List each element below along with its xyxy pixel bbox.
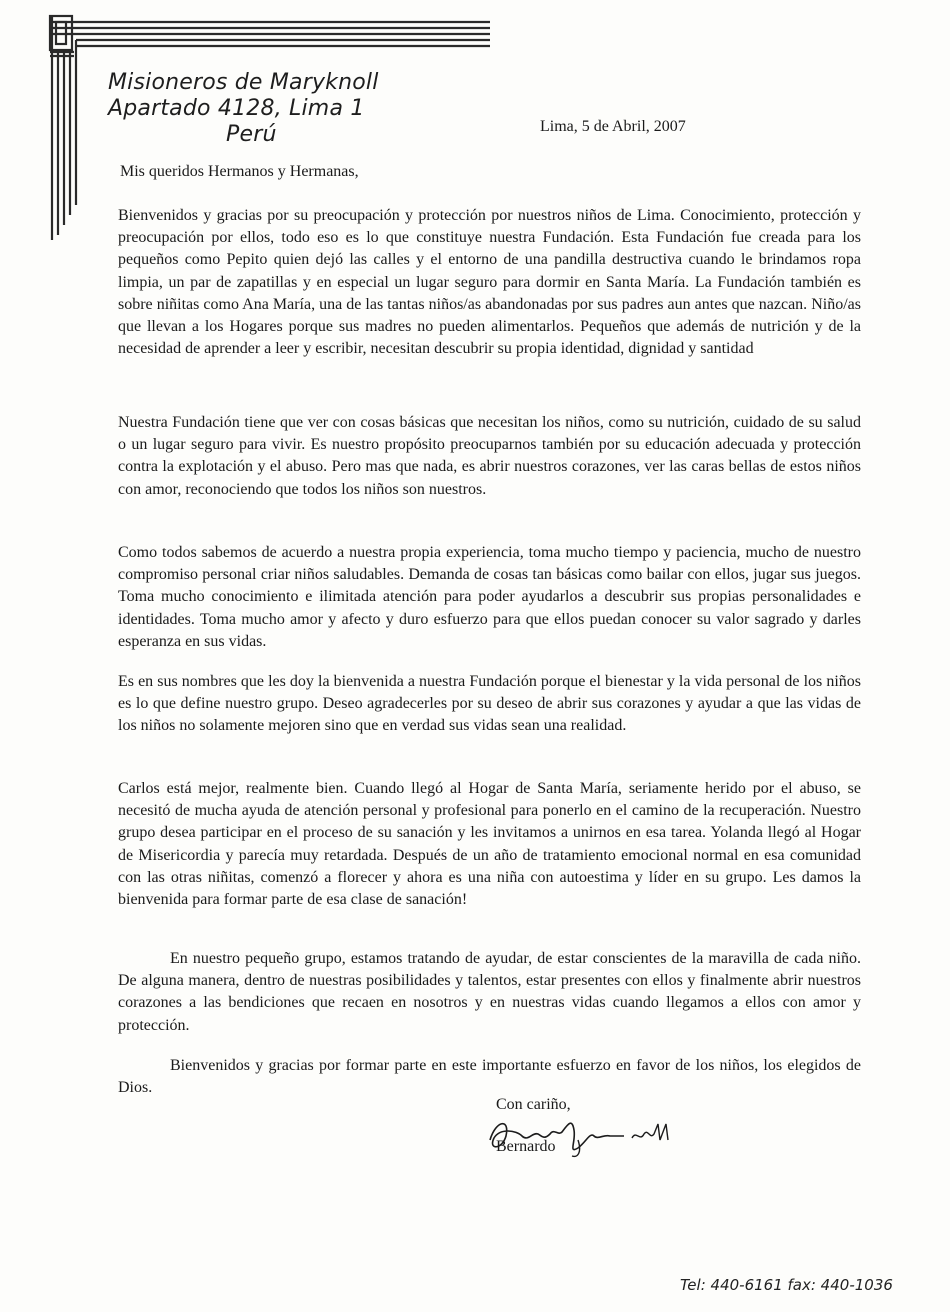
closing: Con cariño, (496, 1096, 571, 1113)
body-paragraph-1: Bienvenidos y gracias por su preocupación y protección por nuestros niños de Lima. Conocimiento, protección y preocupación por ellos, todo eso es lo que constituye nuestra Fundación. Esta Fundación fue creada para los pequeños como Pepito quien dejó las calles y el entorno de una pandilla destructiva cuando le brindamos ropa limpia, un par de zapatillas y en especial un lugar seguro para dormir en Santa María. La Fundación también es sobre niñitas como Ana María, una de las tantas niños/as abandonadas por sus padres aun antes que nazcan. Niño/as que llevan a los Hogares porque sus madres no pueden alimentarlos. Pequeños que además de nutrición y de la necesidad de aprender a leer y escribir, necesitan descubrir su propia identidad, dignidad y santidad (118, 207, 861, 358)
body-paragraph-6: En nuestro pequeño grupo, estamos tratando de ayudar, de estar conscientes de la maravilla de cada niño. De alguna manera, dentro de nuestras posibilidades y talentos, estar presentes con ellos y finalmente abrir nuestros corazones a las bendiciones que recaen en nosotros y en nuestras vidas cuando llegamos a ellos con amor y protección. (118, 950, 861, 1034)
body-paragraph-5: Carlos está mejor, realmente bien. Cuando llegó al Hogar de Santa María, seriamente herido por el abuso, se necesitó de mucha ayuda de atención personal y profesional para ponerlo en el camino de la recuperación. Nuestro grupo desea participar en el proceso de su sanación y les invitamos a unirnos en esa tarea. Yolanda llegó al Hogar de Misericordia y parecía muy retardada. Después de un año de tratamiento emocional normal en esa comunidad con las otras niñitas, comenzó a florecer y ahora es una niña con autoestima y líder en su grupo. Les damos la bienvenida para formar parte de esa clase de sanación! (118, 780, 861, 909)
letterhead (108, 70, 448, 148)
body-paragraph-4: Es en sus nombres que les doy la bienvenida a nuestra Fundación porque el bienestar y la vida personal de los niños es lo que define nuestro grupo. Deseo agradecerles por su deseo de abrir sus corazones y ayudar a que las vidas de los niños no solamente mejoren sino que en verdad sus vidas sean una realidad. (118, 673, 861, 735)
letterhead-address: Apartado 4128, Lima 1 (108, 96, 365, 121)
letter-date: Lima, 5 de Abril, 2007 (540, 118, 686, 135)
salutation: Mis queridos Hermanos y Hermanas, (120, 163, 359, 180)
signature-name: Bernardo (496, 1138, 556, 1155)
letterhead-org-name: Misioneros de Maryknoll (108, 70, 379, 95)
letterhead-country: Perú (226, 122, 277, 147)
body-paragraph-2: Nuestra Fundación tiene que ver con cosas básicas que necesitan los niños, como su nutrición, cuidado de su salud o un lugar seguro para vivir. Es nuestro propósito preocuparnos también por su educación adecuada y protección contra la explotación y el abuso. Pero mas que nada, es abrir nuestros corazones, ver las caras bellas de estos niños con amor, reconociendo que todos los niños son nuestros. (118, 414, 861, 498)
body-paragraph-7: Bienvenidos y gracias por formar parte en este importante esfuerzo en favor de los niños, los elegidos de Dios. (118, 1057, 861, 1097)
body-paragraph-3: Como todos sabemos de acuerdo a nuestra propia experiencia, toma mucho tiempo y paciencia, mucho de nuestro compromiso personal criar niños saludables. Demanda de cosas tan básicas como bailar con ellos, jugar sus juegos. Toma mucho conocimiento e ilimitada atención para poder ayudarlos a descubrir sus propias personalidades e identidades. Toma mucho amor y afecto y duro esfuerzo para que ellos puedan conocer su valor sagrado y darles esperanza en sus vidas. (118, 544, 861, 650)
contact-phone-fax: Tel: 440-6161 fax: 440-1036 (680, 1276, 893, 1294)
